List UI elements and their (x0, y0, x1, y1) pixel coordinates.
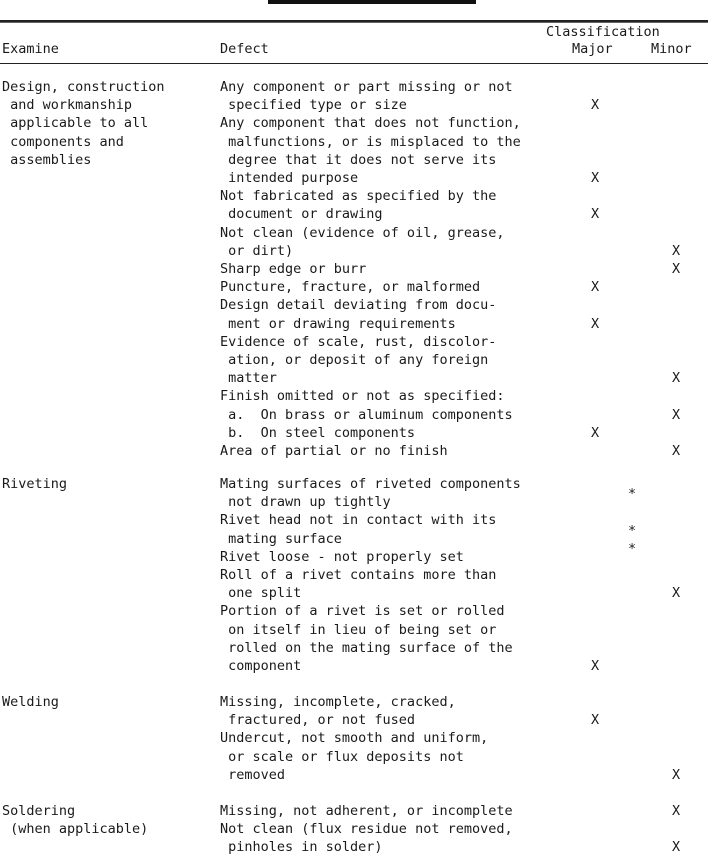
examine-label: and workmanship (2, 97, 133, 114)
major-mark: X (591, 424, 600, 441)
examine-label: (when applicable) (2, 821, 149, 838)
defect-text: on itself in lieu of being set or (220, 621, 497, 638)
examine-heading: Examine (2, 41, 59, 57)
minor-mark: X (672, 803, 681, 819)
defect-text: mating surface (220, 530, 342, 547)
minor-heading: Minor (651, 41, 692, 57)
examine-label: Riveting (2, 476, 68, 492)
defect-text: one split (220, 585, 302, 602)
defect-text: Not clean (evidence of oil, grease, (220, 224, 505, 241)
top-bar (268, 0, 476, 4)
examine-label: components and (2, 133, 124, 150)
minor-mark: X (672, 370, 681, 387)
major-mark: X (591, 315, 600, 332)
header-rule-bottom (0, 63, 708, 64)
minor-mark: X (672, 261, 681, 277)
defect-text: Design detail deviating from docu- (220, 297, 497, 314)
classification-heading: Classification (546, 24, 660, 40)
defect-text: Rivet head not in contact with its (220, 512, 497, 529)
major-mark: X (591, 97, 600, 114)
minor-mark: X (672, 242, 681, 259)
minor-mark: X (672, 839, 681, 856)
defect-text: Any component that does not function, (220, 115, 521, 132)
defect-text: Roll of a rivet contains more than (220, 567, 497, 583)
defect-text: Not clean (flux residue not removed, (220, 821, 513, 838)
defect-text: Puncture, fracture, or malformed (220, 279, 481, 296)
major-mark: X (591, 658, 600, 674)
asterisk-mark: * (628, 540, 637, 557)
defect-text: Rivet loose - not properly set (220, 548, 464, 565)
defect-text: Sharp edge or burr (220, 261, 367, 277)
defect-text: removed (220, 766, 286, 783)
defect-text: Any component or part missing or not (220, 79, 513, 95)
defect-text: ation, or deposit of any foreign (220, 352, 489, 368)
defect-text: specified type or size (220, 97, 407, 114)
header-rule-sub (0, 22, 708, 23)
minor-mark: X (672, 443, 681, 459)
defect-text: Undercut, not smooth and uniform, (220, 730, 489, 747)
examine-label: Soldering (2, 803, 76, 819)
defect-heading: Defect (220, 41, 269, 57)
asterisk-mark: * (628, 486, 637, 503)
defect-text: pinholes in solder) (220, 839, 383, 856)
minor-mark: X (672, 406, 681, 423)
major-mark: X (591, 206, 600, 223)
defect-text: ment or drawing requirements (220, 315, 456, 332)
examine-label: Design, construction (2, 79, 165, 95)
defect-text: Portion of a rivet is set or rolled (220, 603, 505, 620)
defect-text: intended purpose (220, 170, 359, 186)
minor-mark: X (672, 766, 681, 783)
defect-text: not drawn up tightly (220, 494, 391, 511)
asterisk-mark: * (628, 522, 637, 539)
defect-text: Missing, not adherent, or incomplete (220, 803, 513, 819)
defect-text: Evidence of scale, rust, discolor- (220, 333, 497, 350)
defect-text: component (220, 658, 302, 674)
defect-text: b. On steel components (220, 424, 416, 441)
defect-text: Area of partial or no finish (220, 443, 448, 459)
defect-text: Mating surfaces of riveted components (220, 476, 521, 492)
major-mark: X (591, 170, 600, 186)
minor-mark: X (672, 585, 681, 602)
defect-text: fractured, or not fused (220, 712, 416, 729)
defect-text: Not fabricated as specified by the (220, 188, 497, 205)
defect-text: matter (220, 370, 277, 387)
defect-text: document or drawing (220, 206, 383, 223)
major-heading: Major (572, 41, 613, 57)
defect-text: or dirt) (220, 242, 294, 259)
defect-text: Finish omitted or not as specified: (220, 388, 505, 405)
major-mark: X (591, 712, 600, 729)
examine-label: Welding (2, 694, 59, 710)
examine-label: assemblies (2, 151, 92, 168)
major-mark: X (591, 279, 600, 296)
examine-label: applicable to all (2, 115, 149, 132)
defect-text: a. On brass or aluminum components (220, 406, 513, 423)
defect-text: degree that it does not serve its (220, 151, 497, 168)
defect-text: Missing, incomplete, cracked, (220, 694, 456, 710)
defect-text: or scale or flux deposits not (220, 748, 464, 765)
defect-text: malfunctions, or is misplaced to the (220, 133, 521, 150)
defect-text: rolled on the mating surface of the (220, 639, 513, 656)
